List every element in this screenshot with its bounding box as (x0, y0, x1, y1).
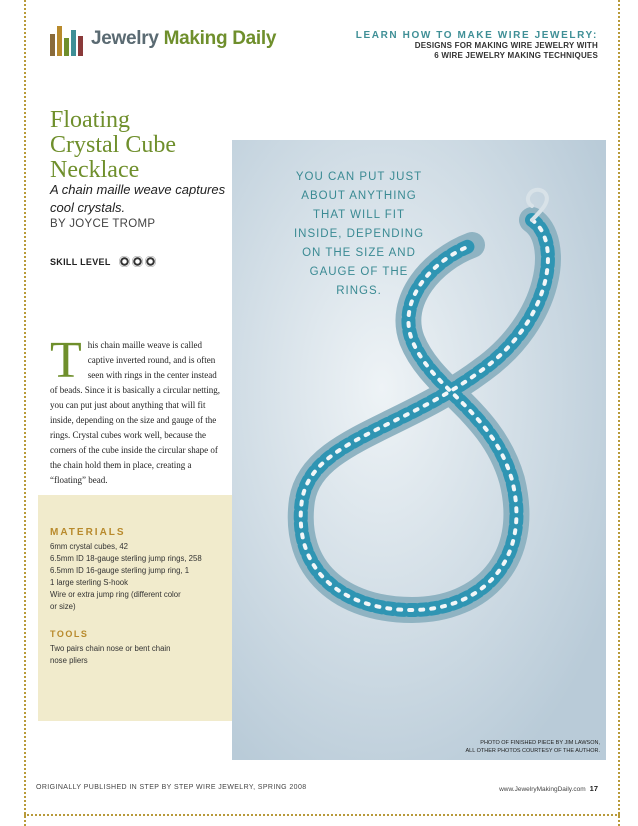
drop-cap: T (50, 332, 82, 389)
logo-bars-icon (50, 22, 85, 56)
skill-swirl-icon (132, 256, 143, 267)
website-url[interactable]: www.JewelryMakingDaily.com (499, 786, 586, 793)
materials-sidebar (38, 495, 232, 721)
skill-swirl-icon (145, 256, 156, 267)
logo-text-jewelry: Jewelry (91, 28, 159, 49)
logo-text-making-daily: Making Daily (163, 28, 277, 49)
learn-subtitle-1: DESIGNS FOR MAKING WIRE JEWELRY WITH (414, 41, 598, 50)
article-body-text: his chain maille weave is called captive inverted round, and is often seen with rings in the center instead of beads. Since it is basically a circular netting, you can put just about anything that will fit inside, depending on the size and gauge of the rings. Crystal cubes work well, because the corners of the cube inside the circular shape of the chain hold them in place, creating a “floating” bead. (50, 340, 220, 485)
materials-item: 6mm crystal cubes, 42 (50, 542, 128, 551)
page-number: 17 (589, 784, 598, 793)
learn-subtitle-2: 6 WIRE JEWELRY MAKING TECHNIQUES (434, 51, 598, 60)
materials-item: 6.5mm ID 16-gauge sterling jump ring, 1 (50, 566, 190, 575)
right-dotted-border (618, 0, 620, 826)
pull-quote: YOU CAN PUT JUST ABOUT ANYTHING THAT WILL FIT INSIDE, DEPENDING ON THE SIZE AND GAUGE OF THE RINGS. (293, 171, 425, 297)
tools-list (50, 643, 200, 667)
skill-level (50, 256, 158, 267)
tools-item: nose pliers (50, 656, 88, 665)
article-title (50, 108, 230, 183)
title-line-1: Floating (50, 107, 131, 133)
materials-item: or size) (50, 602, 76, 611)
article-body (50, 332, 226, 488)
skill-level-label: SKILL LEVEL (50, 256, 111, 267)
materials-item: 6.5mm ID 18-gauge sterling jump rings, 258 (50, 554, 202, 563)
title-line-3: Necklace (50, 157, 140, 183)
jewelry-making-daily-logo (50, 22, 276, 56)
photo-credit-line-2: ALL OTHER PHOTOS COURTESY OF THE AUTHOR. (465, 748, 600, 754)
materials-item: Wire or extra jump ring (different color (50, 590, 181, 599)
left-dotted-border (24, 0, 26, 826)
article-subtitle: A chain maille weave captures cool crystals. (50, 182, 226, 215)
tools-title: TOOLS (50, 629, 89, 639)
materials-list (50, 541, 230, 613)
photo-credit-line-1: PHOTO OF FINISHED PIECE BY JIM LAWSON, (480, 740, 600, 746)
byline: BY JOYCE TROMP (50, 218, 156, 230)
skill-swirl-icon (119, 256, 130, 267)
publication-note: ORIGINALLY PUBLISHED IN STEP BY STEP WIRE JEWELRY, SPRING 2008 (36, 784, 307, 791)
bottom-dotted-border (24, 814, 620, 816)
header-promo (356, 30, 598, 61)
learn-title: LEARN HOW TO MAKE WIRE JEWELRY: (355, 30, 598, 41)
footer-right (499, 784, 598, 793)
photo-credit (466, 739, 600, 755)
materials-item: 1 large sterling S-hook (50, 578, 129, 587)
logo-text (91, 28, 276, 50)
title-line-2: Crystal Cube (50, 132, 176, 158)
materials-title: MATERIALS (50, 527, 126, 538)
tools-item: Two pairs chain nose or bent chain (50, 644, 171, 653)
